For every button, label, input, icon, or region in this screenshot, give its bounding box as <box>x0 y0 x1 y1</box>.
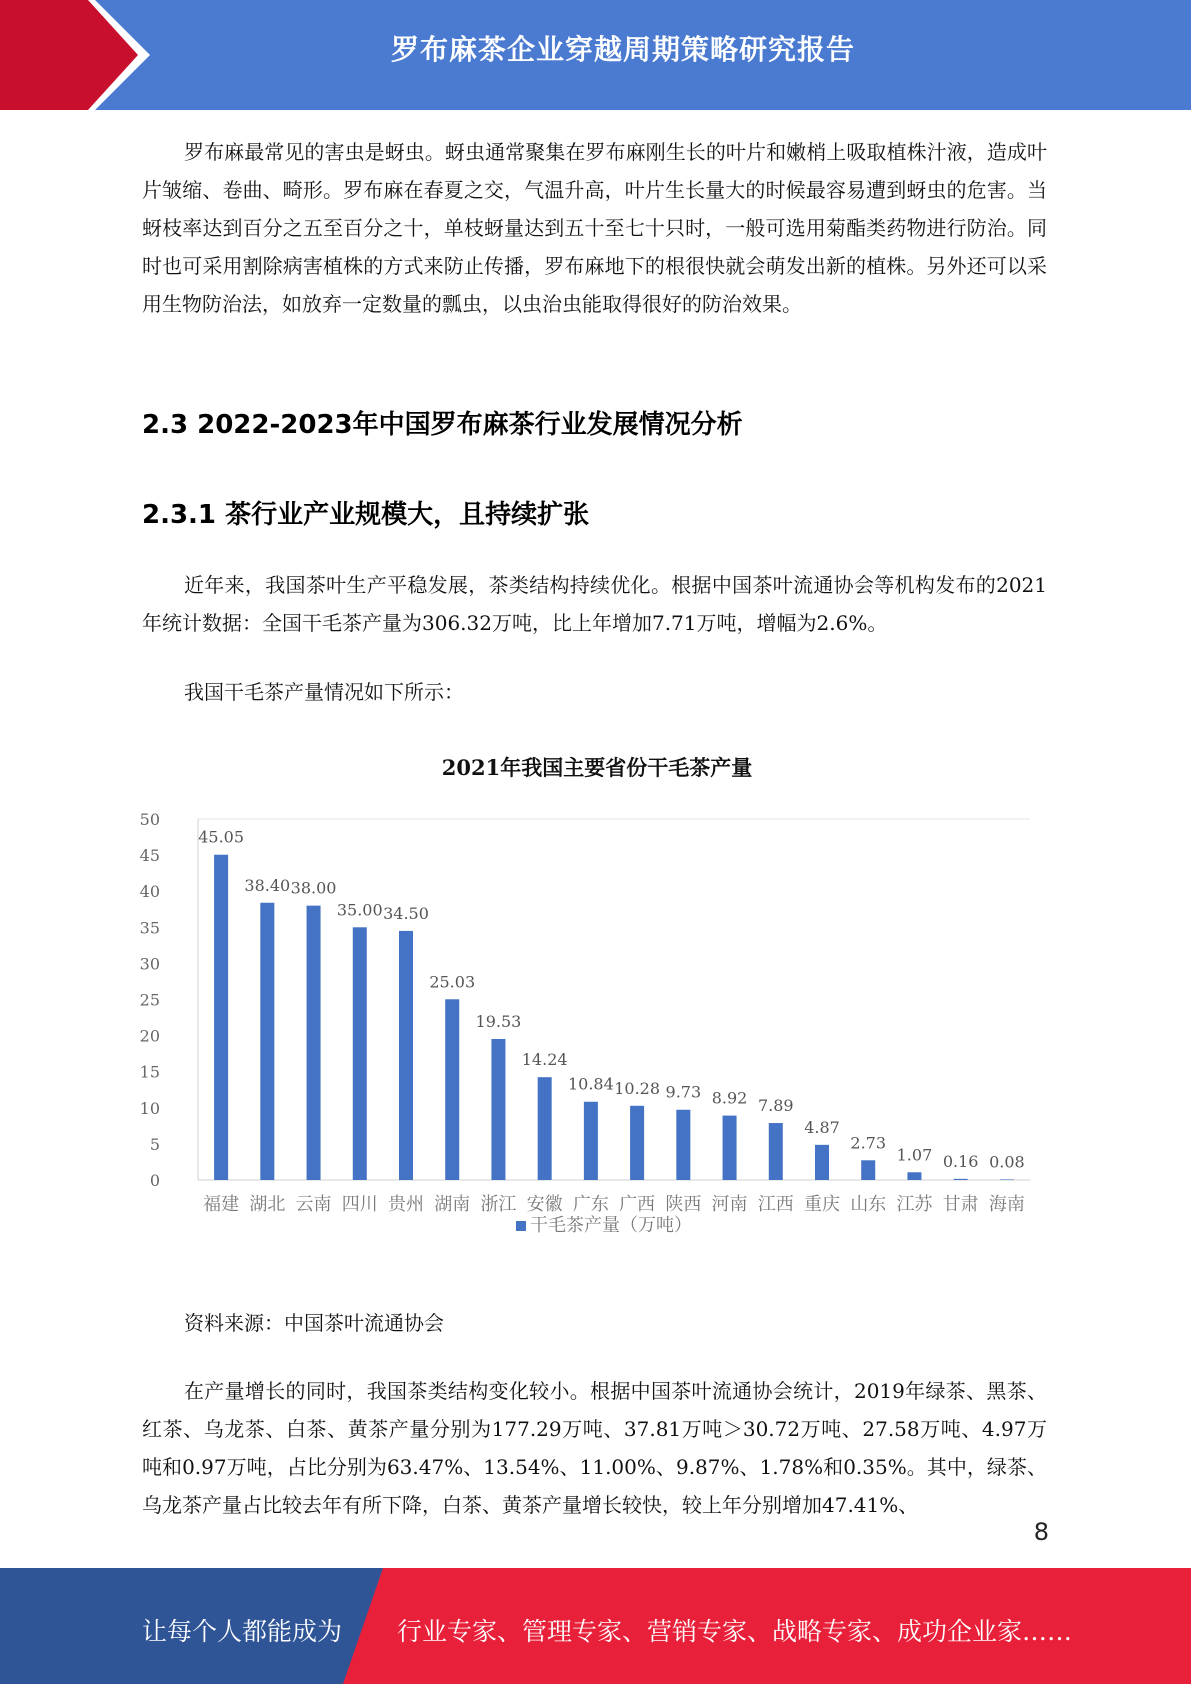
bar-value-label: 10.84 <box>567 1074 614 1094</box>
bar-15 <box>907 1172 921 1180</box>
x-category-label: 湖北 <box>249 1194 286 1215</box>
chart-title: 2021年我国主要省份干毛茶产量 <box>441 755 753 780</box>
x-category-label: 贵州 <box>388 1194 424 1215</box>
bar-value-label: 9.73 <box>665 1082 702 1102</box>
bar-value-label: 35.00 <box>336 900 383 920</box>
bar-0 <box>214 855 228 1180</box>
bar-6 <box>491 1039 505 1180</box>
paragraph-aphid: 罗布麻最常见的害虫是蚜虫。蚜虫通常聚集在罗布麻刚生长的叶片和嫩梢上吸取植株汁液，造成叶片皱缩、卷曲、畸形。罗布麻在春夏之交，气温升高，叶片生长量大的时候最容易遭到蚜虫的危害。当蚜枝率达到百分之五至百分之十，单枝蚜量达到五十至七十只时，一般可选用菊酯类药物进行防治。同时也可采用割除病害植株的方式来防止传播，罗布麻地下的根很快就会萌发出新的植株。另外还可以采用生物防治法，如放弃一定数量的瓢虫，以虫治虫能取得很好的防治效果。 <box>142 140 1047 316</box>
bar-value-label: 0.08 <box>989 1152 1025 1172</box>
x-axis-labels <box>203 1193 1025 1215</box>
bar-value-label: 0.16 <box>942 1151 979 1171</box>
x-category-label: 山东 <box>850 1194 887 1215</box>
x-category-label: 广东 <box>572 1194 609 1215</box>
bar-17 <box>1000 1179 1014 1180</box>
section-heading-2-3: 2.3 2022-2023年中国罗布麻茶行业发展情况分析 <box>142 410 743 440</box>
bar-13 <box>815 1145 829 1180</box>
paragraph-chart-intro: 我国干毛茶产量情况如下所示： <box>184 680 464 704</box>
paragraph-tea-structure: 在产量增长的同时，我国茶类结构变化较小。根据中国茶叶流通协会统计，2019年绿茶、黑茶、红茶、乌龙茶、白茶、黄茶产量分别为177.29万吨、37.81万吨＞30.72万吨、27.58万吨、4.97万吨和0.97万吨，占比分别为63.47%、13.54%、11.00%、9.87%、1.78%和0.35%。其中，绿茶、乌龙茶产量占比较去年有所下降，白茶、黄茶产量增长较快，较上年分别增加47.41%、 <box>142 1379 1047 1517</box>
y-tick-label: 25 <box>140 990 160 1010</box>
paragraph-tea-production: 近年来，我国茶叶生产平稳发展，茶类结构持续优化。根据中国茶叶流通协会等机构发布的2021年统计数据：全国干毛茶产量为306.32万吨，比上年增加7.71万吨，增幅为2.6%。 <box>142 573 1047 635</box>
x-category-label: 江苏 <box>896 1194 933 1215</box>
x-category-label: 浙江 <box>480 1194 517 1215</box>
x-category-label: 广西 <box>619 1194 656 1215</box>
x-category-label: 湖南 <box>434 1194 471 1215</box>
production-chart <box>140 745 1060 1245</box>
bar-value-label: 2.73 <box>850 1133 887 1153</box>
bar-16 <box>954 1179 968 1180</box>
bar-7 <box>538 1077 552 1180</box>
bar-11 <box>723 1116 737 1180</box>
bar-value-label: 1.07 <box>896 1145 933 1165</box>
y-tick-label: 50 <box>140 810 160 829</box>
x-category-label: 云南 <box>295 1194 332 1215</box>
footer-slogan-right: 行业专家、管理专家、营销专家、战略专家、成功企业家…… <box>397 1617 1073 1646</box>
bar-12 <box>769 1123 783 1180</box>
y-tick-label: 40 <box>140 882 160 902</box>
y-tick-label: 15 <box>140 1062 160 1082</box>
bar-10 <box>676 1110 690 1180</box>
x-category-label: 四川 <box>341 1194 378 1215</box>
bar-value-label: 38.40 <box>244 875 291 895</box>
footer-slogan-left: 让每个人都能成为 <box>142 1617 343 1646</box>
page-number: 8 <box>1033 1518 1049 1546</box>
x-category-label: 甘肃 <box>942 1194 979 1215</box>
page-footer <box>0 1568 1191 1684</box>
bar-chart-svg <box>140 745 1060 1245</box>
section-heading-2-3-1: 2.3.1 茶行业产业规模大，且持续扩张 <box>142 500 590 530</box>
y-tick-label: 20 <box>140 1026 160 1046</box>
y-tick-label: 0 <box>149 1171 160 1190</box>
y-axis-ticks <box>140 810 160 1190</box>
y-tick-label: 10 <box>140 1098 160 1118</box>
page-header <box>0 0 1191 110</box>
source-note: 资料来源：中国茶叶流通协会 <box>184 1311 444 1335</box>
bar-value-label: 38.00 <box>290 878 337 898</box>
bar-value-label: 4.87 <box>804 1117 840 1137</box>
bar-5 <box>445 999 459 1180</box>
bar-value-label: 14.24 <box>521 1050 568 1070</box>
x-category-label: 福建 <box>203 1194 240 1215</box>
y-tick-label: 35 <box>140 918 160 938</box>
bar-value-label: 25.03 <box>429 972 476 992</box>
bar-1 <box>260 903 274 1180</box>
legend-label: 干毛茶产量（万吨） <box>530 1215 692 1236</box>
bar-value-label: 8.92 <box>711 1088 748 1108</box>
bar-value-label: 34.50 <box>383 903 429 923</box>
bar-value-label: 7.89 <box>757 1096 794 1116</box>
x-category-label: 安徽 <box>526 1194 563 1215</box>
bar-8 <box>584 1102 598 1180</box>
y-tick-label: 5 <box>149 1134 160 1154</box>
bar-value-label: 19.53 <box>475 1011 522 1031</box>
y-tick-label: 30 <box>140 954 160 974</box>
x-category-label: 河南 <box>711 1194 748 1215</box>
bar-value-label: 45.05 <box>198 827 245 847</box>
bar-3 <box>353 927 367 1180</box>
bar-9 <box>630 1106 644 1180</box>
x-category-label: 江西 <box>757 1194 794 1215</box>
x-category-label: 陕西 <box>665 1194 702 1215</box>
bar-2 <box>307 906 321 1180</box>
header-title: 罗布麻茶企业穿越周期策略研究报告 <box>390 33 855 66</box>
bar-14 <box>861 1160 875 1180</box>
bar-value-label: 10.28 <box>614 1078 661 1098</box>
legend-swatch <box>516 1221 526 1231</box>
x-category-label: 重庆 <box>804 1194 840 1215</box>
y-tick-label: 45 <box>140 846 160 866</box>
bar-4 <box>399 931 413 1180</box>
bars-group <box>198 828 1024 1180</box>
x-category-label: 海南 <box>988 1194 1025 1215</box>
